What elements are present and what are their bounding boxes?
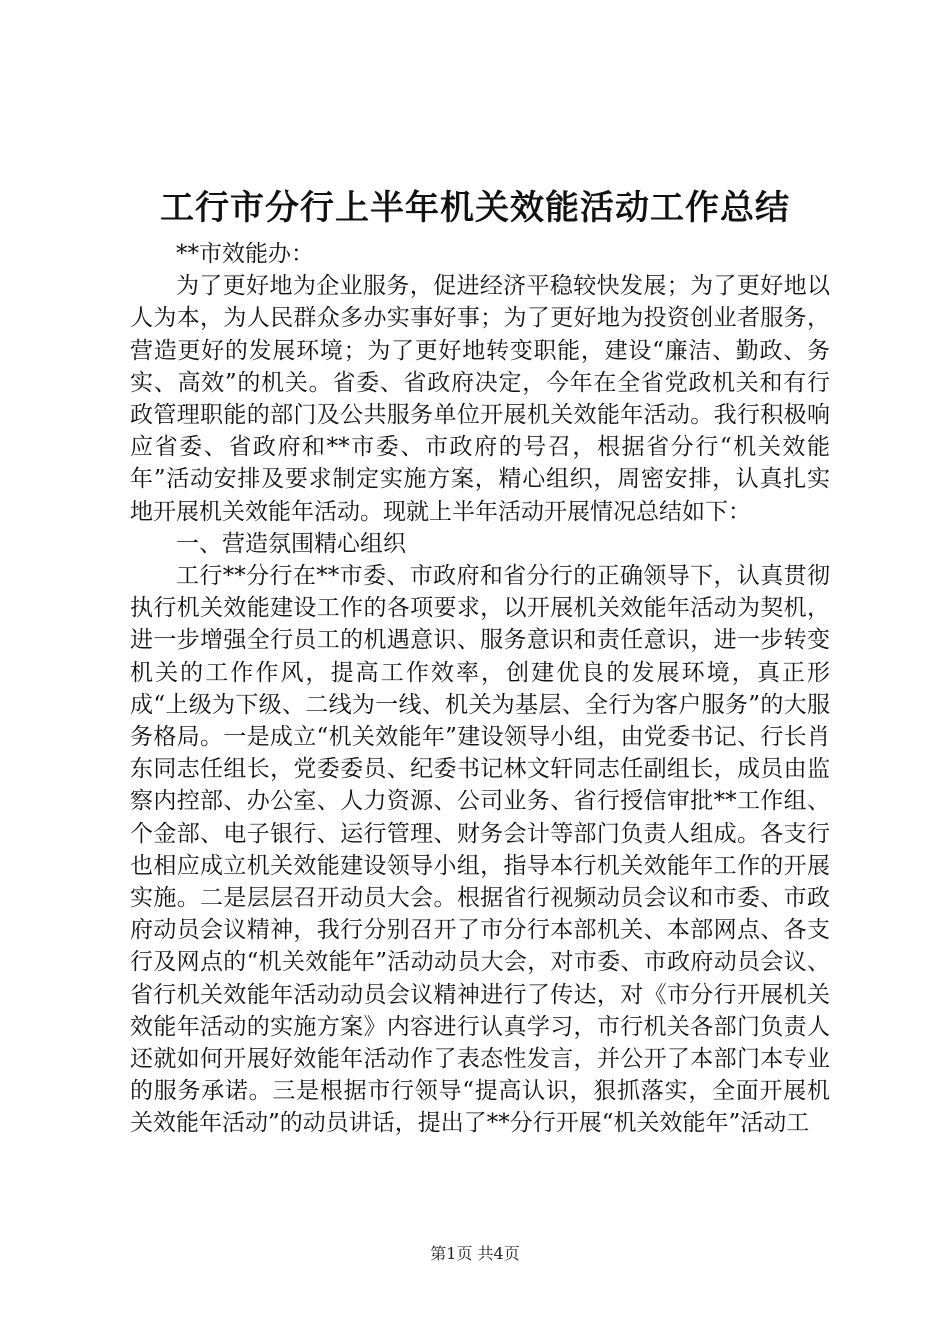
paragraph-section-1: 工行**分行在**市委、市政府和省分行的正确领导下，认真贯彻执行机关效能建设工作的各项要求，以开展机关效能年活动为契机，进一步增强全行员工的机遇意识、服务意识和责任意识，进一步转变机关的工作作风，提高工作效率，创建优良的发展环境，真正形成“上级为下级、二线为一线、机关为基层、全行为客户服务”的大服务格局。一是成立“机关效能年”建设领导小组，由党委书记、行长肖东同志任组长，党委委员、纪委书记林文轩同志任副组长，成员由监察内控部、办公室、人力资源、公司业务、省行授信审批**工作组、个金部、电子银行、运行管理、财务会计等部门负责人组成。各支行也相应成立机关效能建设领导小组，指导本行机关效能年工作的开展实施。二是层层召开动员大会。根据省行视频动员会议和市委、市政府动员会议精神，我行分别召开了市分行本部机关、本部网点、各支行及网点的“机关效能年”活动动员大会，对市委、市政府动员会议、省行机关效能年活动动员会议精神进行了传达，对《市分行开展机关效能年活动的实施方案》内容进行认真学习，市行机关各部门负责人还就如何开展好效能年活动作了表态性发言，并公开了本部门本专业的服务承诺。三是根据市行领导“提高认识，狠抓落实，全面开展机关效能年活动”的动员讲话，提出了**分行开展“机关效能年”活动工 xyxy=(130,563,830,1137)
paragraph-intro: 为了更好地为企业服务，促进经济平稳较快发展；为了更好地以人为本，为人民群众多办实事好事；为了更好地为投资创业者服务，营造更好的发展环境；为了更好地转变职能，建设“廉洁、勤政、务实、高效”的机关。省委、省政府决定，今年在全省党政机关和有行政管理职能的部门及公共服务单位开展机关效能年活动。我行积极响应省委、省政府和**市委、市政府的号召，根据省分行“机关效能年”活动安排及要求制定实施方案，精心组织，周密安排，认真扎实地开展机关效能年活动。现就上半年活动开展情况总结如下： xyxy=(130,273,830,525)
document-title: 工行市分行上半年机关效能活动工作总结 xyxy=(160,188,790,228)
section-heading: 一、营造氛围精心组织 xyxy=(176,530,406,557)
document-body xyxy=(130,238,830,1140)
page-number-footer: 第1页 共4页 xyxy=(430,1244,520,1263)
salutation: **市效能办： xyxy=(176,241,314,267)
